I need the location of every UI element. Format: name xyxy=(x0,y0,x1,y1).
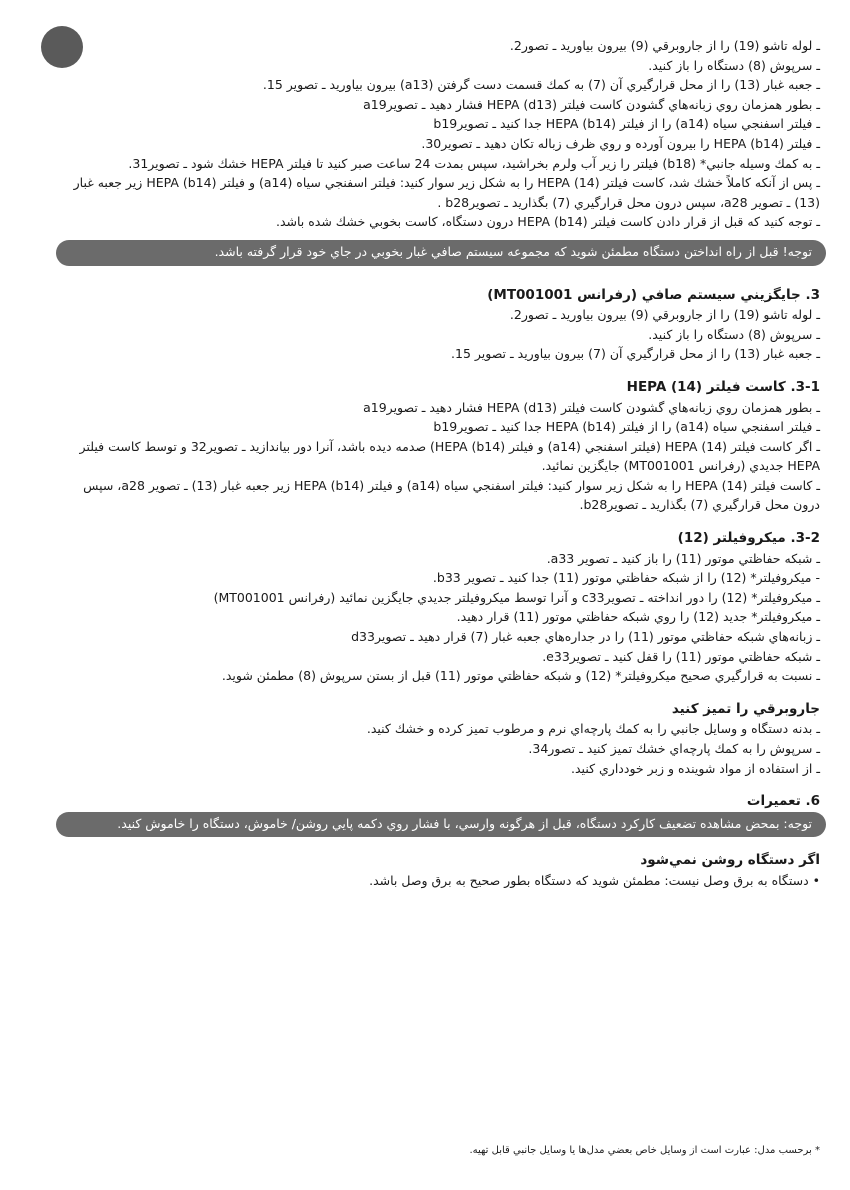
list-item: ـ سرپوش (8) دستگاه را باز كنيد. xyxy=(648,57,820,73)
list-item: ـ لوله تاشو (19) را از جاروبرقي (9) بيرون بياوريد ـ تصور2. xyxy=(509,38,820,53)
list-item: ـ شبكه حفاظتي موتور (11) را باز كنيد ـ تصوير a33. xyxy=(546,550,820,566)
warning-note-text: توجه! قبل از راه انداختن دستگاه مطمئن شويد كه مجموعه سيستم صافي غبار بخوبي در جاي خود قرار گرفته باشد. xyxy=(214,243,812,259)
list-item: ـ ميكروفيلتر* جديد (12) را روي شبكه حفاظتي موتور (11) قرار دهيد. xyxy=(456,609,820,625)
warning-note xyxy=(56,240,826,266)
footnote: * برحسب مدل: عبارت است از وسايل خاص بعضي مدل‌ها يا وسايل جانبي قابل تهيه. xyxy=(469,1145,820,1156)
list-item: ـ لوله تاشو (19) را از جاروبرقي (9) بيرون بياوريد ـ تصور2. xyxy=(509,307,820,323)
list-item: ـ ميكروفيلتر* (12) را دور انداخته ـ تصويرc33 و آنرا توسط ميكروفيلتر جديدي جايگزين نمائيد (رفرانس MT001001) xyxy=(213,589,820,605)
section-3-2 xyxy=(62,529,820,686)
list-item: ـ شبكه حفاظتي موتور (11) را قفل كنيد ـ تصويرe33. xyxy=(542,648,820,664)
list-item: ـ بطور همزمان روي زبانه‌هاي گشودن كاست فيلتر HEPA (d13) فشار دهيد ـ تصويرa19 xyxy=(363,399,820,415)
document-body xyxy=(62,36,820,891)
list-item: ـ جعبه غبار (13) را از محل قرارگيري آن (7) به كمك قسمت دست گرفتن (a13) بيرون بياوريد ـ تصوير 15. xyxy=(262,77,820,93)
list-item: ـ بدنه دستگاه و وسايل جانبي را به كمك پارچه‌اي نرم و مرطوب تميز كرده و خشك كنيد. xyxy=(366,721,820,737)
list-item: ـ فيلتر HEPA (b14) را بيرون آورده و روي ظرف زباله تكان دهيد ـ تصوير30. xyxy=(421,135,820,151)
list-item: ـ پس از آنكه كاملاً خشك شد، كاست فيلتر HEPA (14) را به شكل زير سوار كنيد: فيلتر اسفنجي سياه (a14) و فيلتر HEPA (b14) زير جعبه غبار (13) ـ تصوير a28، سپس درون محل قرارگيري (7) بگذاريد ـ تصويرb28 . xyxy=(73,175,820,210)
list-item: ـ كاست فيلتر HEPA (14) را به شكل زير سوار كنيد: فيلتر اسفنجي سياه (a14) و فيلتر HEPA (b14) زير جعبه غبار (13) ـ تصوير a28، سپس درون محل قرارگيري (7) بگذاريد ـ تصويرb28. xyxy=(83,477,820,513)
cleaning-section xyxy=(62,700,820,778)
list-item: ـ نسبت به قرارگيري صحيح ميكروفيلتر* (12) و شبكه حفاظتي موتور (11) قبل از بستن سرپوش (8) مطمئن شويد. xyxy=(221,668,820,684)
list-item: • دستگاه به برق وصل نيست: مطمئن شويد كه دستگاه بطور صحيح به برق وصل باشد. xyxy=(369,872,820,888)
section-heading: 3. جايگزيني سيستم صافي (رفرانس MT001001) xyxy=(487,286,820,303)
intro-list xyxy=(62,36,820,232)
warning-note xyxy=(56,812,826,838)
section-6 xyxy=(62,792,820,837)
list-item: ـ فيلتر اسفنجي سياه (a14) را از فيلتر HEPA (b14) جدا كنيد ـ تصويرb19 xyxy=(433,419,820,435)
list-item: - ميكروفيلتر* (12) را از شبكه حفاظتي موتور (11) جدا كنيد ـ تصوير b33. xyxy=(432,570,820,586)
list-item: ـ سرپوش را به كمك پارچه‌اي خشك تميز كنيد ـ تصور34. xyxy=(528,741,820,756)
list-item: ـ زبانه‌هاي شبكه حفاظتي موتور (11) را در جداره‌هاي جعبه غبار (7) قرار دهيد ـ تصويرd33 xyxy=(351,629,820,645)
section-heading: اگر دستگاه روشن نمي‌شود xyxy=(640,852,820,869)
section-3-1 xyxy=(62,378,820,515)
list-item: ـ فيلتر اسفنجي سياه (a14) را از فيلتر HEPA (b14) جدا كنيد ـ تصويرb19 xyxy=(433,116,820,132)
section-heading: 6. تعميرات xyxy=(746,793,820,810)
list-item: ـ توجه كنيد كه قبل از قرار دادن كاست فيلتر HEPA (b14) درون دستگاه، كاست بخوبي خشك شده باشد. xyxy=(275,214,820,230)
list-item: ـ اگر كاست فيلتر HEPA (14) (فيلتر اسفنجي (a14) و فيلتر HEPA (b14)) صدمه ديده باشد، آنرا دور بياندازيد ـ تصوير32 و توسط كاست فيلتر HEPA جديدي (رفرانس MT001001) جايگزين نمائيد. xyxy=(79,438,820,474)
section-heading: 3-1. كاست فيلتر HEPA (14) xyxy=(626,378,820,395)
troubleshoot-section xyxy=(62,851,820,890)
section-3 xyxy=(62,286,820,364)
list-item: ـ سرپوش (8) دستگاه را باز كنيد. xyxy=(648,326,820,342)
list-item: ـ بطور همزمان روي زبانه‌هاي گشودن كاست فيلتر HEPA (d13) فشار دهيد ـ تصويرa19 xyxy=(363,96,820,112)
list-item: ـ جعبه غبار (13) را از محل قرارگيري آن (7) بيرون بياوريد ـ تصوير 15. xyxy=(451,346,820,362)
list-item: ـ از استفاده از مواد شوينده و زبر خودداري كنيد. xyxy=(571,760,820,776)
list-item: ـ به كمك وسيله جانبي* (b18) فيلتر را زير آب ولرم بخراشيد، سپس بمدت 24 ساعت صبر كنيد تا فيلتر HEPA خشك شود ـ تصوير31. xyxy=(128,155,820,171)
section-heading: جاروبرقي را تميز كنيد xyxy=(671,700,820,717)
warning-note-text: توجه: بمحض مشاهده تضعيف كاركرد دستگاه، قبل از هرگونه وارسي، با فشار روي دكمه پايي روشن/ خاموش، دستگاه را خاموش كنيد. xyxy=(117,815,812,831)
section-heading: 3-2. ميكروفيلتر (12) xyxy=(677,530,820,547)
